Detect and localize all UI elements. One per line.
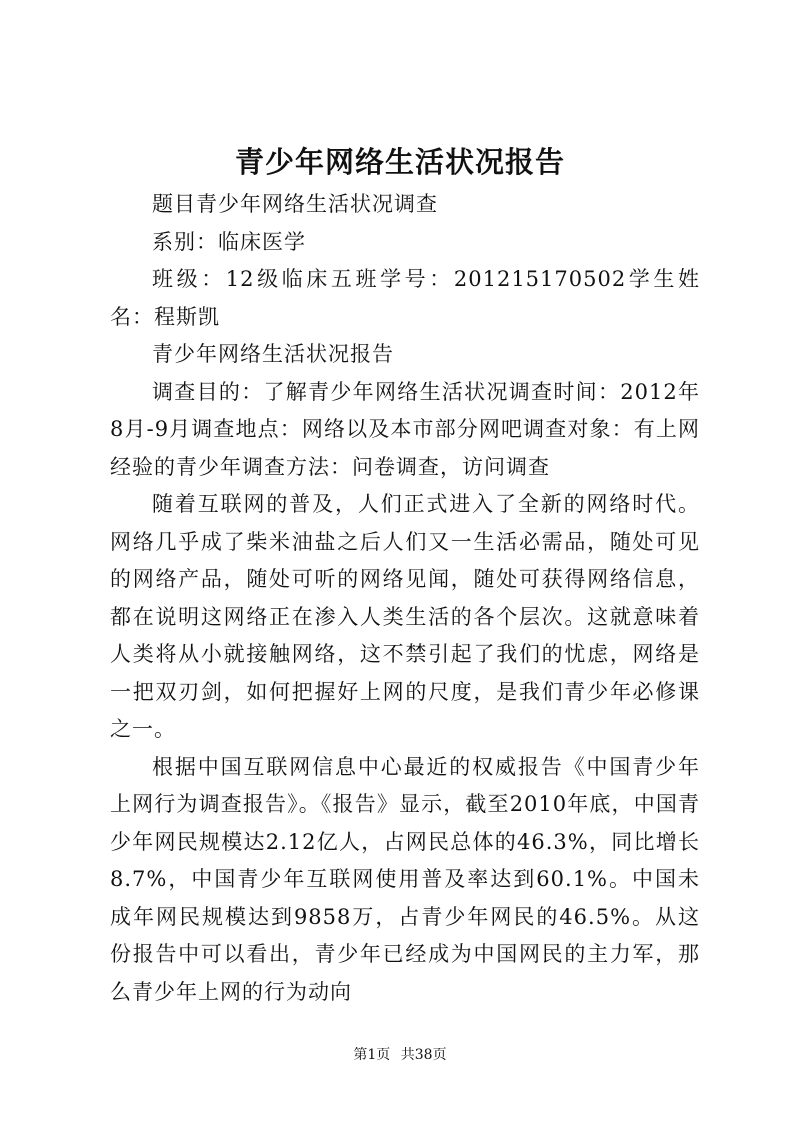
document-title: 青少年网络生活状况报告 <box>234 145 565 179</box>
total-pages: 共38页 <box>400 1047 447 1063</box>
statistics-paragraph: 根据中国互联网信息中心最近的权威报告《中国青少年上网行为调查报告》。《报告》显示，截至2010年底，中国青少年网民规模达2.12亿人，占网民总体的46.3%，同比增长8.7%，中国青少年互联网使用普及率达到60.1%。中国未成年网民规模达到9858万，占青少年网民的46.5%。从这份报告中可以看出，青少年已经成为中国网民的主力军，那么青少年上网的行为动向 <box>110 754 700 1004</box>
topic-line: 题目青少年网络生活状况调查 <box>152 192 438 216</box>
intro-paragraph: 随着互联网的普及，人们正式进入了全新的网络时代。网络几乎成了柴米油盐之后人们又一生活必需品，随处可见的网络产品，随处可听的网络见闻，随处可获得网络信息，都在说明这网络正在渗入人类生活的各个层次。这就意味着人类将从小就接触网络，这不禁引起了我们的忧虑，网络是一把双刃剑，如何把握好上网的尺度，是我们青少年必修课之一。 <box>110 492 700 741</box>
page-footer <box>0 1045 800 1065</box>
class-info-line: 班级：12级临床五班学号：201215170502学生姓名：程斯凯 <box>110 267 700 329</box>
survey-info-paragraph: 调查目的：了解青少年网络生活状况调查时间：2012年8月-9月调查地点：网络以及本市部分网吧调查对象：有上网经验的青少年调查方法：问卷调查，访问调查 <box>110 379 700 479</box>
page-number: 第1页 <box>353 1047 391 1063</box>
document-body <box>110 186 700 1011</box>
report-subtitle: 青少年网络生活状况报告 <box>152 342 394 366</box>
department-line: 系别：临床医学 <box>152 229 306 254</box>
